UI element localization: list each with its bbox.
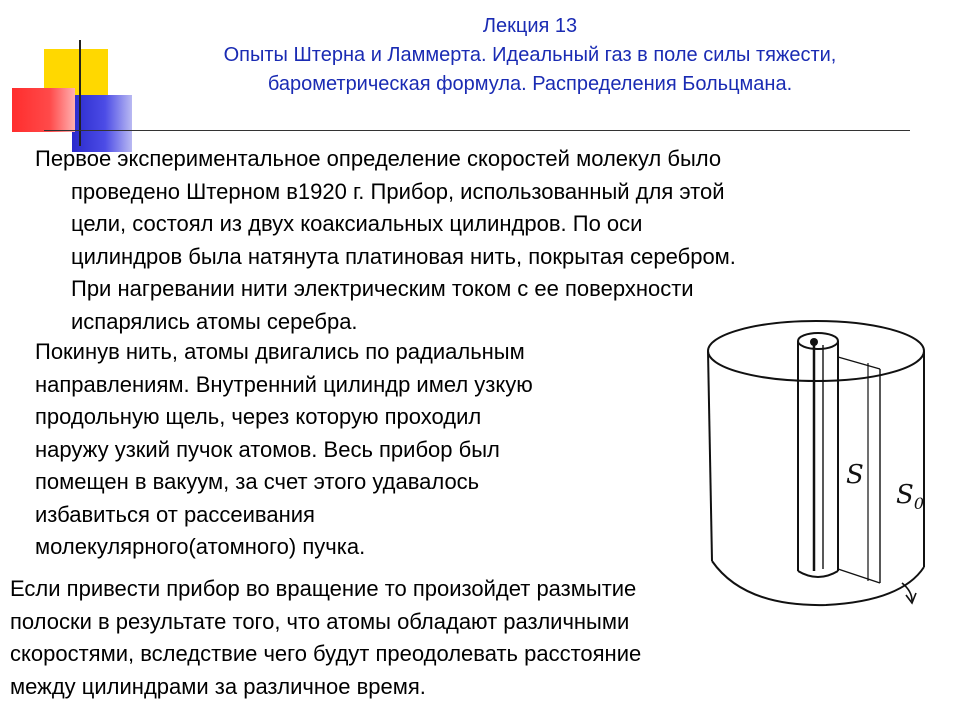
- paragraph-beam: [35, 336, 533, 564]
- paragraph-line: помещен в вакуум, за счет этого удавалось: [35, 469, 480, 494]
- cylinders-drawing: [684, 315, 946, 615]
- paragraph-line: проведено Штерном в1920 г. Прибор, использованный для этой: [71, 178, 725, 204]
- paragraph-intro: [35, 143, 736, 338]
- label-s0-subscript: 0: [913, 494, 924, 513]
- paragraph-line: При нагревании нити электрическим током с ее поверхности: [71, 276, 694, 301]
- paragraph-line: цилиндров была натянута платиновая нить, покрытая серебром.: [71, 243, 736, 269]
- paragraph-line: Если привести прибор во вращение то произойдет размытие: [10, 576, 637, 601]
- title-line-1: Лекция 13: [482, 15, 578, 37]
- label-s0-main: S: [896, 480, 914, 510]
- paragraph-line: цели, состоял из двух коаксиальных цилиндров. По оси: [71, 211, 643, 236]
- beam-line-bottom: [838, 569, 880, 583]
- stern-apparatus-figure: [684, 315, 946, 615]
- title-divider-line: [44, 130, 910, 131]
- label-s0: [896, 480, 924, 513]
- title-line-2: Опыты Штерна и Ламмерта. Идеальный газ в поле силы тяжести,: [223, 44, 837, 66]
- paragraph-line: наружу узкий пучок атомов. Весь прибор был: [35, 436, 500, 462]
- inner-cylinder-top: [798, 333, 838, 349]
- paragraph-line: избавиться от рассеивания: [35, 501, 315, 527]
- paragraph-line: скоростями, вследствие чего будут преодолевать расстояние: [10, 641, 642, 666]
- paragraph-line: направлениям. Внутренний цилиндр имел узкую: [35, 371, 533, 397]
- paragraph-line: между цилиндрами за различное время.: [10, 673, 426, 699]
- decor-red-square: [12, 88, 75, 132]
- filament-top-dot: [810, 338, 818, 346]
- paragraph-line: молекулярного(атомного) пучка.: [35, 534, 366, 559]
- outer-cylinder-top: [708, 321, 924, 381]
- paragraph-line: Покинув нить, атомы двигались по радиальным: [35, 339, 525, 364]
- paragraph-line: продольную щель, через которую проходил: [35, 404, 482, 429]
- outer-cylinder-bottom: [712, 561, 924, 605]
- slide-title: [140, 12, 920, 99]
- paragraph-line: испарялись атомы серебра.: [71, 308, 358, 334]
- paragraph-rotation: [10, 573, 641, 703]
- label-s: S: [846, 460, 864, 490]
- outer-cylinder-left-side: [708, 351, 712, 561]
- beam-line-top: [838, 357, 880, 369]
- inner-cylinder-bottom: [798, 571, 838, 577]
- title-line-3: барометрическая формула. Распределения Больцмана.: [267, 73, 793, 95]
- paragraph-line: полоски в результате того, что атомы обладают различными: [10, 608, 630, 634]
- paragraph-line: Первое экспериментальное определение скоростей молекул было: [35, 146, 722, 171]
